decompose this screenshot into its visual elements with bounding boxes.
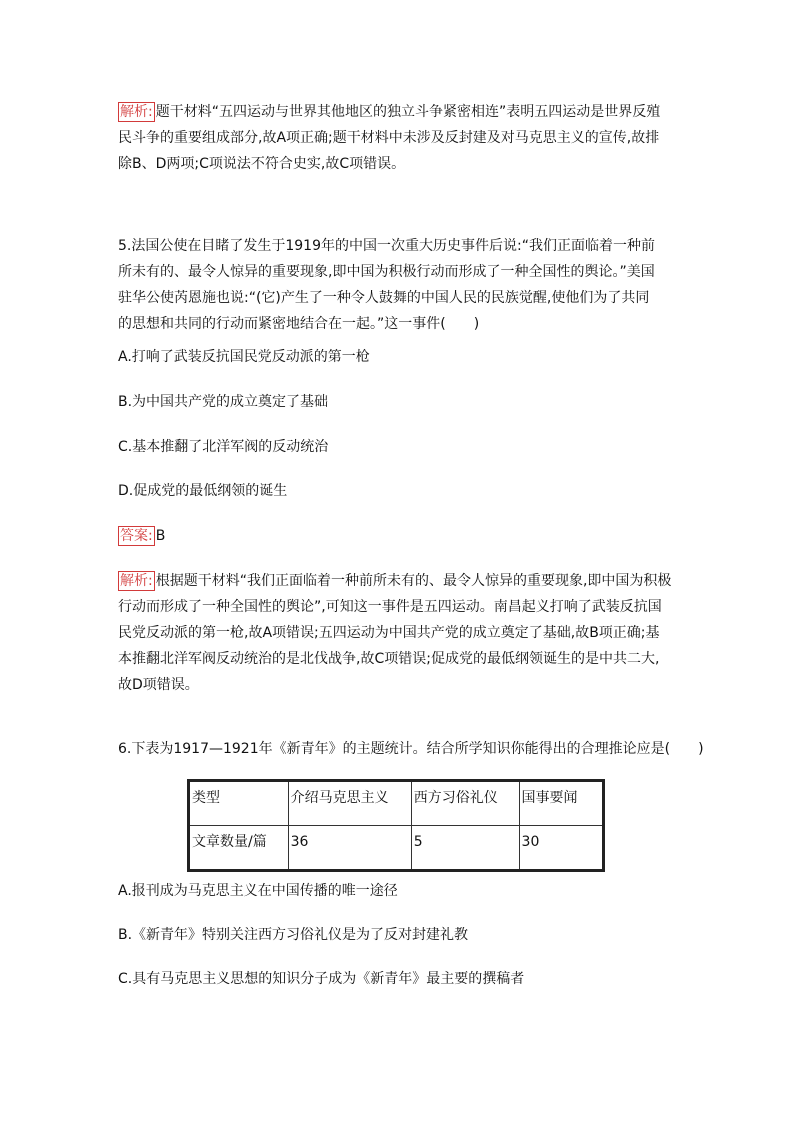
q5-option-a: A.打响了武装反抗国民党反动派的第一枪 [118, 349, 370, 365]
table-cell: 国事要闻 [519, 781, 603, 826]
question-line: 驻华公使芮恩施也说:“(它)产生了一种令人鼓舞的中国人民的民族觉醒,使他们为了共同 [118, 290, 650, 306]
table-cell: 5 [411, 826, 519, 871]
analysis-line: 行动而形成了一种全国性的舆论”,可知这一事件是五四运动。南昌起义打响了武装反抗国 [118, 599, 662, 615]
analysis-line: 民斗争的重要组成部分,故A项正确;题干材料中未涉及反封建及对马克思主义的宣传,故排 [118, 130, 660, 146]
q5-option-d: D.促成党的最低纲领的诞生 [118, 483, 288, 499]
analysis-text: 题干材料“五四运动与世界其他地区的独立斗争紧密相连”表明五四运动是世界反殖 [155, 104, 661, 120]
q5-answer [118, 525, 678, 547]
analysis-line: 本推翻北洋军阀反动统治的是北伐战争,故C项错误;促成党的最低纲领诞生的是中共二大, [118, 651, 660, 667]
analysis-line [118, 568, 678, 594]
analysis-line [118, 99, 678, 125]
question-line: 所未有的、最令人惊异的重要现象,即中国为积极行动而形成了一种全国性的舆论。”美国 [118, 264, 655, 280]
analysis-q4 [118, 99, 678, 177]
table-cell: 文章数量/篇 [189, 826, 289, 871]
topic-statistics-table [187, 779, 605, 872]
question-line: 5.法国公使在目睹了发生于1919年的中国一次重大历史事件后说:“我们正面临着一种前 [118, 238, 655, 254]
analysis-tag: 解析: [120, 104, 153, 120]
analysis-tag: 解析: [120, 573, 153, 589]
answer-tag: 答案: [120, 528, 153, 544]
analysis-line: 除B、D两项;C项说法不符合史实,故C项错误。 [118, 156, 406, 172]
analysis-line: 故D项错误。 [118, 677, 199, 693]
question-6-stem: 6.下表为1917—1921年《新青年》的主题统计。结合所学知识你能得出的合理推论应是( ) [118, 741, 704, 757]
analysis-text: 根据题干材料“我们正面临着一种前所未有的、最令人惊异的重要现象,即中国为积极 [155, 573, 672, 589]
table-cell: 介绍马克思主义 [288, 781, 411, 826]
q6-option-b: B.《新青年》特别关注西方习俗礼仪是为了反对封建礼教 [118, 927, 469, 943]
table-cell: 30 [519, 826, 603, 871]
table-row [189, 826, 604, 871]
q6-option-c: C.具有马克思主义思想的知识分子成为《新青年》最主要的撰稿者 [118, 971, 525, 987]
answer-value: B [155, 528, 166, 544]
q5-option-c: C.基本推翻了北洋军阀的反动统治 [118, 439, 329, 455]
table-cell: 类型 [189, 781, 289, 826]
analysis-line: 民党反动派的第一枪,故A项错误;五四运动为中国共产党的成立奠定了基础,故B项正确;基 [118, 625, 660, 641]
question-line: 的思想和共同的行动而紧密地结合在一起。”这一事件( ) [118, 316, 480, 332]
table-cell: 36 [288, 826, 411, 871]
table-cell: 西方习俗礼仪 [411, 781, 519, 826]
table-header-row [189, 781, 604, 826]
q6-option-a: A.报刊成为马克思主义在中国传播的唯一途径 [118, 883, 398, 899]
question-5-stem [118, 233, 678, 337]
q5-option-b: B.为中国共产党的成立奠定了基础 [118, 394, 329, 410]
analysis-q5 [118, 568, 678, 698]
